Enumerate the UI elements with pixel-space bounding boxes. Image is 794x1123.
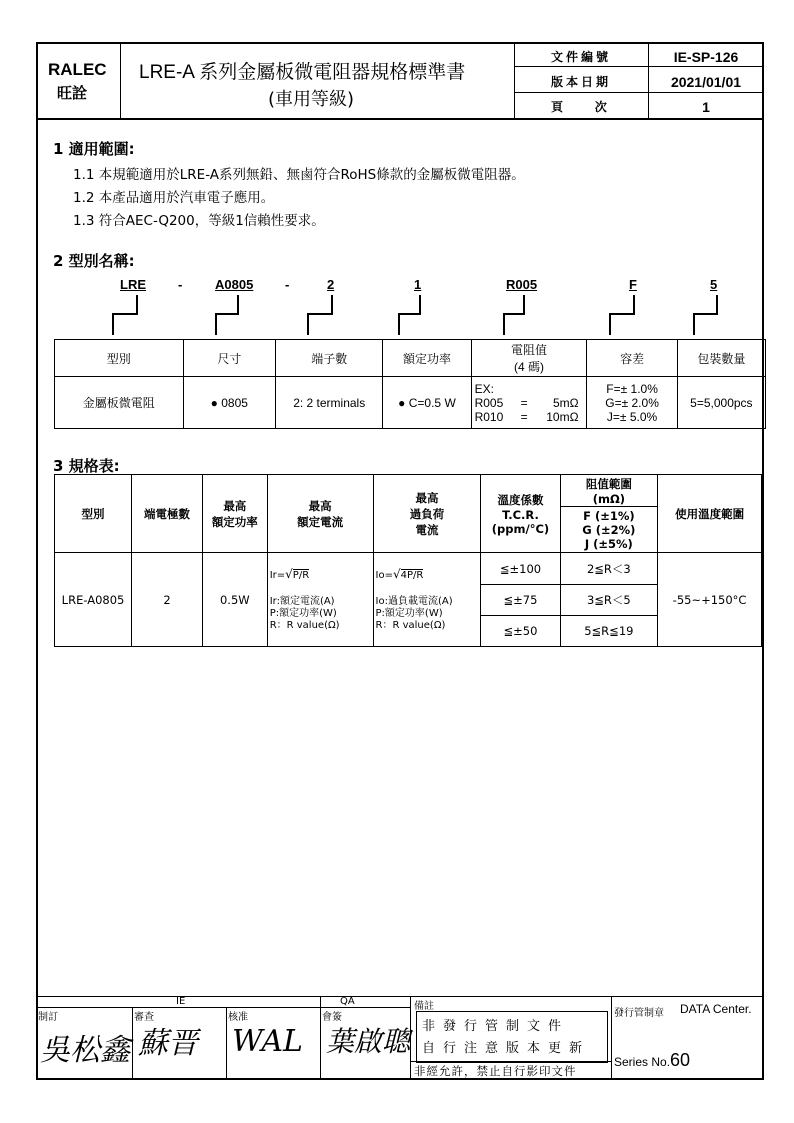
header-size: 尺寸 (217, 351, 242, 366)
qa-label: QA (340, 996, 355, 1007)
cell-res-example: EX: (474, 381, 494, 396)
version-date: 2021/01/01 (670, 74, 742, 90)
code-tolerance: F (629, 277, 637, 292)
ir-note-2: P:額定功率(W) (269, 607, 337, 619)
spec-cell-tcr-2: ≦±75 (503, 593, 538, 607)
cell-res-code-1: R005 (474, 395, 504, 410)
spec-header-range-2: (mΩ) (592, 491, 625, 506)
spec-header-overload-2: 過負荷 (409, 506, 445, 521)
series-number: 60 (670, 1050, 691, 1070)
header-type: 型別 (106, 351, 131, 366)
code-dash-1: - (178, 277, 183, 292)
series-prefix: Series No. (614, 1055, 671, 1069)
countersign-label: 會簽 (322, 1012, 342, 1023)
signature-countersign: 葉啟聰 (326, 1025, 411, 1058)
section-3-title: 3 規格表: (53, 457, 120, 475)
io-formula-body: 4P/R (400, 569, 424, 581)
code-terminals: 2 (327, 277, 335, 292)
note-no-copy: 非經允許，禁止自行影印文件 (414, 1064, 577, 1078)
code-dash-2: - (285, 277, 290, 292)
doc-number: IE-SP-126 (673, 49, 739, 65)
version-date-label: 版本日期 (551, 75, 612, 89)
ir-formula-prefix: Ir= (269, 569, 286, 581)
spec-header-range-j: J (±5%) (584, 536, 633, 551)
note-uncontrolled: 非發行管制文件 (422, 1019, 570, 1034)
spec-header-temp: 使用溫度範圍 (675, 506, 745, 521)
scope-item-2: 1.2 本產品適用於汽車電子應用。 (73, 190, 275, 206)
spec-header-range-f: F (±1%) (583, 508, 635, 523)
section-1-title: 1 適用範圍: (53, 140, 135, 158)
spec-cell-range-2: 3≦R＜5 (586, 593, 631, 607)
spec-header-current-2: 額定電流 (297, 514, 344, 529)
header-resistance: 電阻值 (510, 343, 547, 357)
cell-res-eq-2: = (520, 409, 528, 424)
spec-cell-range-1: 2≦R＜3 (586, 561, 631, 576)
cell-tol-g: G=± 2.0% (605, 395, 659, 410)
spec-cell-tcr-3: ≦±50 (503, 624, 538, 638)
reviewed-by-label: 審查 (134, 1012, 154, 1023)
header-power: 額定功率 (402, 351, 451, 366)
section-2-title: 2 型別名稱: (53, 252, 135, 270)
spec-cell-temp: -55~+150°C (672, 592, 747, 607)
header-resistance-digits: (4 碼) (513, 360, 544, 374)
code-size: A0805 (215, 277, 254, 292)
document-title: LRE-A 系列金屬板微電阻器規格標準書 (139, 62, 466, 83)
company-name-cn: 旺詮 (57, 84, 88, 102)
cell-type: 金屬板微電阻 (82, 396, 155, 410)
code-series: LRE (120, 277, 146, 292)
signature-made: 吳松鑫 (40, 1033, 130, 1068)
signature-approve: WAL (232, 1024, 303, 1059)
spec-header-tcr-1: 溫度係數 (497, 492, 544, 507)
cell-tol-f: F=± 1.0% (606, 381, 658, 396)
ir-note-3: R：R value(Ω) (269, 619, 340, 631)
code-packing: 5 (710, 277, 718, 292)
company-name: RALEC (48, 60, 107, 79)
cell-tol-j: J=± 5.0% (606, 409, 658, 424)
cell-res-eq-1: = (520, 395, 528, 410)
spec-cell-range-3: 5≦R≦19 (584, 624, 634, 638)
spec-header-range-1: 阻值範圍 (585, 476, 632, 491)
header-tolerance: 容差 (620, 351, 645, 366)
ir-note-1: Ir:額定電流(A) (269, 595, 335, 607)
part-number-table (54, 339, 766, 429)
cell-res-val-1: 5mΩ (552, 395, 579, 410)
cell-terminals: 2: 2 terminals (293, 395, 366, 410)
io-note-3: R：R value(Ω) (375, 619, 446, 631)
approved-by-label: 核准 (228, 1012, 248, 1023)
spec-header-overload-3: 電流 (415, 522, 439, 537)
spec-cell-type: LRE-A0805 (61, 592, 125, 607)
header-terminals: 端子數 (311, 351, 348, 366)
scope-item-3: 1.3 符合AEC-Q200，等級1信賴性要求。 (73, 213, 325, 229)
spec-header-overload-1: 最高 (415, 490, 439, 505)
spec-header-electrodes: 端電極數 (144, 506, 190, 521)
spec-header-tcr-2: T.C.R. (502, 507, 539, 522)
header-packing: 包裝數量 (697, 351, 746, 366)
data-center-stamp: DATA Center. (680, 1002, 752, 1016)
cell-power: ● C=0.5 W (398, 395, 456, 410)
ie-label: IE (176, 996, 186, 1007)
cell-size: ● 0805 (210, 395, 248, 410)
io-note-1: Io:過負載電流(A) (375, 595, 453, 607)
made-by-label: 制訂 (38, 1012, 58, 1023)
spec-header-power-1: 最高 (223, 498, 247, 513)
scope-item-1: 1.1 本規範適用於LRE-A系列無鉛、無鹵符合RoHS條款的金屬板微電阻器。 (73, 167, 525, 183)
spec-cell-power: 0.5W (219, 592, 250, 607)
code-resistance: R005 (506, 277, 538, 292)
page-number: 1 (702, 99, 710, 115)
note-check-version: 自行注意版本更新 (422, 1041, 591, 1056)
cell-res-val-2: 10mΩ (546, 409, 579, 424)
document-subtitle: (車用等級) (268, 89, 355, 110)
spec-header-tcr-3: (ppm/°C) (491, 521, 550, 536)
series-label (614, 1050, 690, 1071)
spec-cell-tcr-1: ≦±100 (499, 561, 542, 576)
io-note-2: P:額定功率(W) (375, 607, 443, 619)
spec-cell-electrodes: 2 (163, 592, 171, 607)
stamp-label: 發行管制章 (614, 1008, 664, 1019)
io-formula-prefix: Io= (375, 569, 393, 581)
doc-number-label: 文件編號 (551, 50, 612, 64)
spec-header-current-1: 最高 (308, 498, 332, 513)
cell-res-code-2: R010 (474, 409, 504, 424)
spec-header-power-2: 額定功率 (211, 514, 258, 529)
signature-review: 蘇晋 (138, 1026, 198, 1061)
page-label: 頁 次 (551, 100, 610, 114)
code-power: 1 (414, 277, 422, 292)
spec-table: 型別 端電極數 最高 額定功率 最高 額定電流 最高 過負荷 電流 溫度係數 T.C.R. (ppm/°C) 阻值範圍 (mΩ) 使用溫度範圍 F (±1%) G (±2%) J (±5%) LRE-A0805 2 0.5W Ir=√P/R Ir:額定電流(A) P:額定功率(W) R：R value(Ω) Io=√4P/R Io:過負載電流(A) P:額定功率(W) R：R value(Ω) ≦±100 2≦R＜3 -55~+150°C ≦±75 3≦R＜5 ≦±50 5≦R≦19 (54, 474, 762, 647)
spec-header-type: 型別 (81, 506, 105, 521)
cell-packing: 5=5,000pcs (690, 395, 753, 410)
ir-formula-body: P/R (292, 569, 310, 581)
spec-header-range-g: G (±2%) (582, 522, 636, 537)
remark-label: 備註 (414, 1001, 434, 1012)
